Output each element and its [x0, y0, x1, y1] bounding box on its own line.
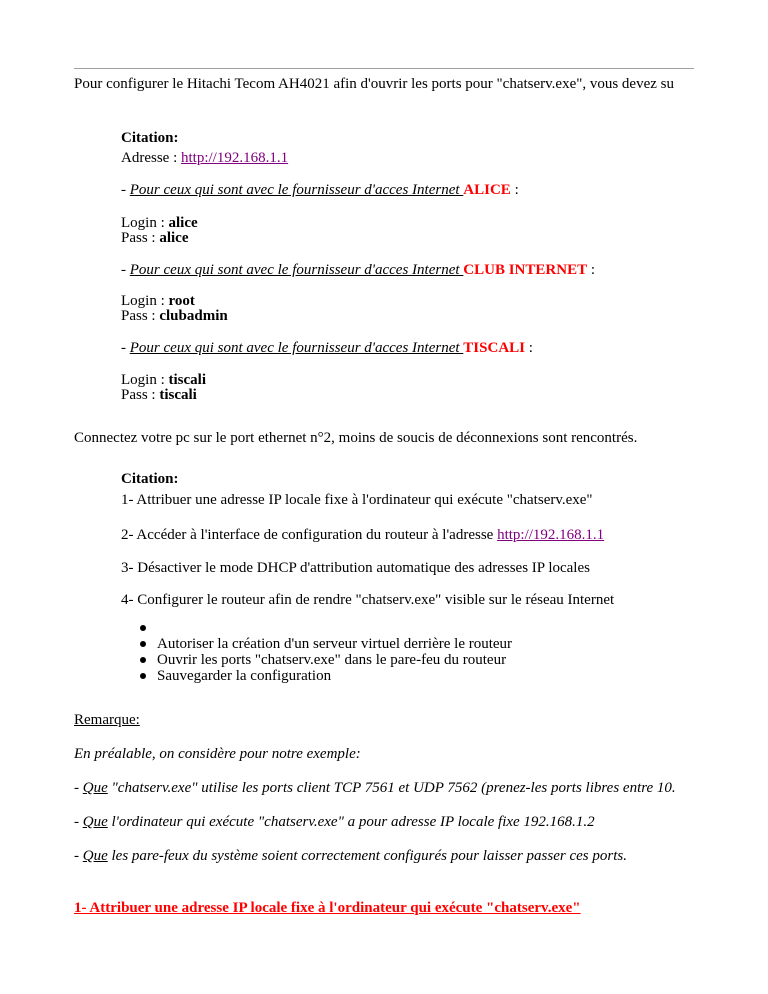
pass-value: tiscali — [159, 387, 197, 403]
isp-name: CLUB INTERNET — [463, 262, 588, 278]
list-item — [140, 620, 512, 636]
login-value: root — [168, 293, 195, 309]
step-2-text: 2- Accéder à l'interface de configuration du routeur à l'adresse — [121, 527, 498, 543]
isp-text: Pour ceux qui sont avec le fournisseur d'acces Internet — [129, 340, 464, 356]
address-label: Adresse : — [121, 150, 181, 166]
login-value: tiscali — [168, 372, 206, 388]
isp-sep: : — [525, 340, 533, 356]
pass-label: Pass : — [121, 308, 160, 324]
pass-value: clubadmin — [159, 308, 228, 324]
login-value: alice — [168, 215, 198, 231]
pass-label: Pass : — [121, 387, 160, 403]
list-item: Sauvegarder la configuration — [140, 668, 512, 684]
remark-item: - Que l'ordinateur qui exécute "chatserv.exe" a pour adresse IP locale fixe 192.168.1.2 — [74, 814, 595, 830]
remark-item: - Que "chatserv.exe" utilise les ports client TCP 7561 et UDP 7562 (prenez-les ports libres entre 10. — [74, 780, 676, 796]
section-heading: 1- Attribuer une adresse IP locale fixe à l'ordinateur qui exécute "chatserv.exe" — [74, 900, 581, 916]
login-label: Login : — [121, 293, 169, 309]
bullet-list — [140, 620, 512, 684]
bullet-icon — [140, 657, 146, 663]
step-3: 3- Désactiver le mode DHCP d'attribution automatique des adresses IP locales — [121, 560, 590, 576]
step-1: 1- Attribuer une adresse IP locale fixe à l'ordinateur qui exécute "chatserv.exe" — [121, 492, 593, 508]
isp-prefix: - — [121, 340, 130, 356]
address-line — [121, 150, 288, 167]
isp-line-club — [121, 262, 595, 279]
isp-prefix: - — [121, 182, 130, 198]
pass-line — [121, 387, 197, 404]
list-item: Ouvrir les ports "chatserv.exe" dans le pare-feu du routeur — [140, 652, 512, 668]
bullet-icon — [140, 625, 146, 631]
horizontal-rule — [74, 68, 694, 69]
quote-label: Citation: — [121, 130, 179, 146]
isp-sep: : — [587, 262, 595, 278]
router-link[interactable]: http://192.168.1.1 — [497, 527, 605, 543]
step-4: 4- Configurer le routeur afin de rendre "chatserv.exe" visible sur le réseau Internet — [121, 592, 615, 608]
remark-lead: En préalable, on considère pour notre exemple: — [74, 746, 361, 762]
pass-line — [121, 308, 228, 325]
isp-text: Pour ceux qui sont avec le fournisseur d'acces Internet — [129, 182, 464, 198]
isp-text: Pour ceux qui sont avec le fournisseur d'acces Internet — [129, 262, 464, 278]
remark-item: - Que les pare-feux du système soient correctement configurés pour laisser passer ces ports. — [74, 848, 627, 864]
login-label: Login : — [121, 215, 169, 231]
isp-line-tiscali — [121, 340, 533, 357]
quote-label: Citation: — [121, 471, 179, 487]
bullet-icon — [140, 641, 146, 647]
pass-label: Pass : — [121, 230, 160, 246]
pass-line — [121, 230, 189, 247]
pass-value: alice — [159, 230, 189, 246]
isp-name: TISCALI — [463, 340, 525, 356]
isp-name: ALICE — [463, 182, 511, 198]
connect-note: Connectez votre pc sur le port ethernet n°2, moins de soucis de déconnexions sont rencontrés. — [74, 430, 638, 446]
intro-text: Pour configurer le Hitachi Tecom AH4021 afin d'ouvrir les ports pour "chatserv.exe", vous devez su — [74, 76, 674, 92]
login-label: Login : — [121, 372, 169, 388]
isp-sep: : — [510, 182, 519, 198]
isp-line-alice — [121, 182, 519, 199]
remark-title: Remarque: — [74, 712, 140, 728]
address-link[interactable]: http://192.168.1.1 — [181, 150, 289, 166]
list-item: Autoriser la création d'un serveur virtuel derrière le routeur — [140, 636, 512, 652]
isp-prefix: - — [121, 262, 130, 278]
step-2 — [121, 527, 604, 544]
bullet-icon — [140, 673, 146, 679]
